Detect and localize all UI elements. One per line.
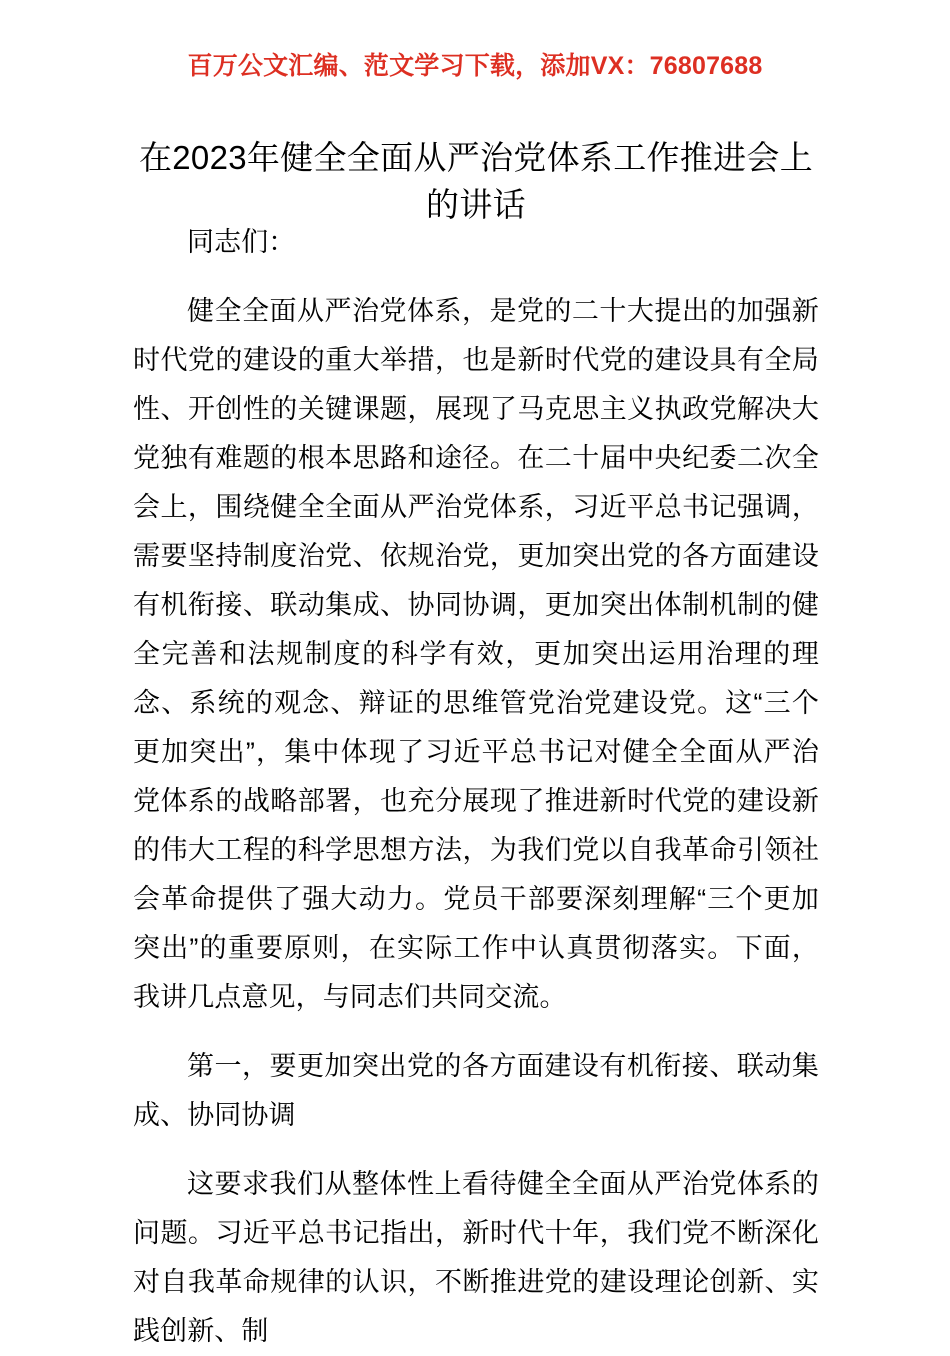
paragraph-opening: 健全全面从严治党体系，是党的二十大提出的加强新时代党的建设的重大举措，也是新时代党的建设具有全局性、开创性的关键课题，展现了马克思主义执政党解决大党独有难题的根本思路和途径。在二十届中央纪委二次全会上，围绕健全全面从严治党体系，习近平总书记强调，需要坚持制度治党、依规治党，更加突出党的各方面建设有机衔接、联动集成、协同协调，更加突出体制机制的健全完善和法规制度的科学有效，更加突出运用治理的理念、系统的观念、辩证的思维管党治党建设党。这“三个更加突出”，集中体现了习近平总书记对健全全面从严治党体系的战略部署，也充分展现了推进新时代党的建设新的伟大工程的科学思想方法，为我们党以自我革命引领社会革命提供了强大动力。党员干部要深刻理解“三个更加突出”的重要原则，在实际工作中认真贯彻落实。下面，我讲几点意见，与同志们共同交流。 bbox=[133, 296, 819, 1012]
promo-header-banner: 百万公文汇编、范文学习下载，添加VX：76807688 bbox=[187, 52, 763, 80]
document-body bbox=[133, 218, 819, 1356]
page-title: 在2023年健全全面从严治党体系工作推进会上的讲话 bbox=[138, 139, 813, 224]
section-heading-first: 第一，要更加突出党的各方面建设有机衔接、联动集成、协同协调 bbox=[133, 1051, 819, 1130]
salutation: 同志们： bbox=[187, 227, 296, 257]
paragraph-section-one-body: 这要求我们从整体性上看待健全全面从严治党体系的问题。习近平总书记指出，新时代十年，我们党不断深化对自我革命规律的认识，不断推进党的建设理论创新、实践创新、制 bbox=[133, 1169, 819, 1346]
